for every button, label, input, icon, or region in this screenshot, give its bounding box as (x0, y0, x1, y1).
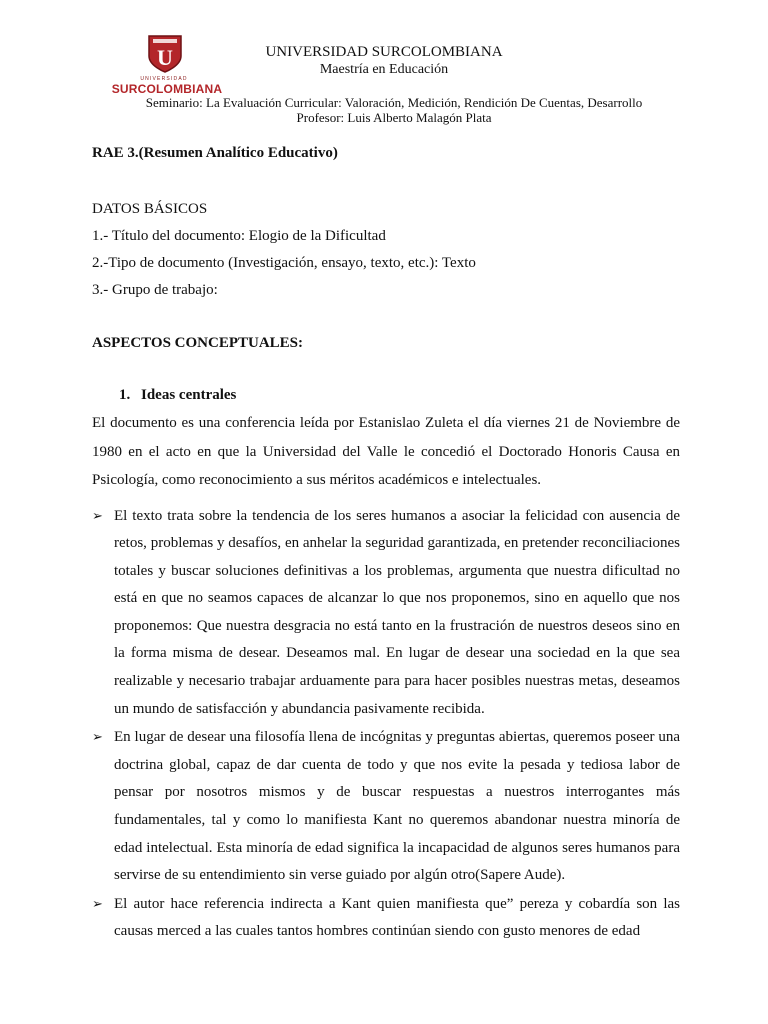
section-heading (92, 382, 680, 409)
rae-title: RAE 3.(Resumen Analítico Educativo) (92, 145, 338, 161)
aspectos-conceptuales-heading: ASPECTOS CONCEPTUALES: (92, 335, 304, 351)
arrow-right-icon: ➢ (92, 508, 103, 524)
university-name: UNIVERSIDAD SURCOLOMBIANA (265, 44, 503, 60)
bullet-text: En lugar de desear una filosofía llena de incógnitas y preguntas abiertas, queremos poseer una doctrina global, capaz de dar cuenta de todo y que nos evite la pesada y tediosa labor de pensar por nosotros mismos y de buscar respuestas a nuestros interrogantes más fundamentales, tal y como lo manifiesta Kant no queremos abandonar nuestra minoría de edad intelectual. Esta minoría de edad significa la incapacidad de algunos seres humanos para servirse de su entendimiento sin verse guiado por algún otro(Sapere Aude). (114, 729, 680, 884)
bullet-list (92, 503, 680, 947)
bullet-item (92, 891, 680, 946)
document-type-item: 2.-Tipo de documento (Investigación, ensayo, texto, etc.): Texto (92, 255, 476, 271)
document-body (92, 142, 680, 947)
shield-letter: U (157, 45, 173, 70)
arrow-right-icon: ➢ (92, 730, 103, 746)
bullet-item (92, 724, 680, 890)
program-name: Maestría en Educación (319, 62, 449, 77)
arrow-right-icon: ➢ (92, 896, 103, 912)
bullet-text: El autor hace referencia indirecta a Kant quien manifiesta que” pereza y cobardía son las causas merced a las cuales tantos hombres continúan siendo con gusto menores de edad (114, 895, 680, 940)
professor-line: Profesor: Luis Alberto Malagón Plata (296, 110, 492, 125)
seminar-line: Seminario: La Evaluación Curricular: Valoración, Medición, Rendición De Cuentas, Desarrollo (145, 95, 643, 110)
logo-small-text: UNIVERSIDAD (140, 76, 188, 82)
bullet-text: El texto trata sobre la tendencia de los seres humanos a asociar la felicidad con ausencia de retos, problemas y desafíos, en anhelar la seguridad garantizada, en pretender reconciliaciones totales y buscar soluciones definitivas a los problemas, argumenta que nuestra dificultad no está en que no seamos capaces de alcanzar lo que nos proponemos, sino en aquello que nos proponemos: Que nuestra desgracia no está tanto en la frustración de nuestros deseos sino en la forma misma de desear. Deseamos mal. En lugar de desear una sociedad en la que sea realizable y necesario trabajar arduamente para para hacer posibles nuestras metas, deseamos un mundo de satisfacción y abundancia pasivamente recibida. (114, 507, 680, 717)
section-number: 1. (119, 387, 131, 403)
intro-paragraph: El documento es una conferencia leída por Estanislao Zuleta el día viernes 21 de Noviembre de 1980 en el acto en que la Universidad del Valle le concedió el Doctorado Honoris Causa en Psicología, como reconocimiento a sus méritos académicos e intelectuales. (92, 415, 680, 488)
document-title-item: 1.- Título del documento: Elogio de la Dificultad (92, 228, 386, 244)
bullet-item (92, 503, 680, 724)
logo-name: SURCOLOMBIANA (111, 82, 223, 96)
datos-basicos-heading: DATOS BÁSICOS (92, 201, 208, 217)
section-title: Ideas centrales (141, 387, 237, 403)
work-group-item: 3.- Grupo de trabajo: (92, 282, 218, 298)
